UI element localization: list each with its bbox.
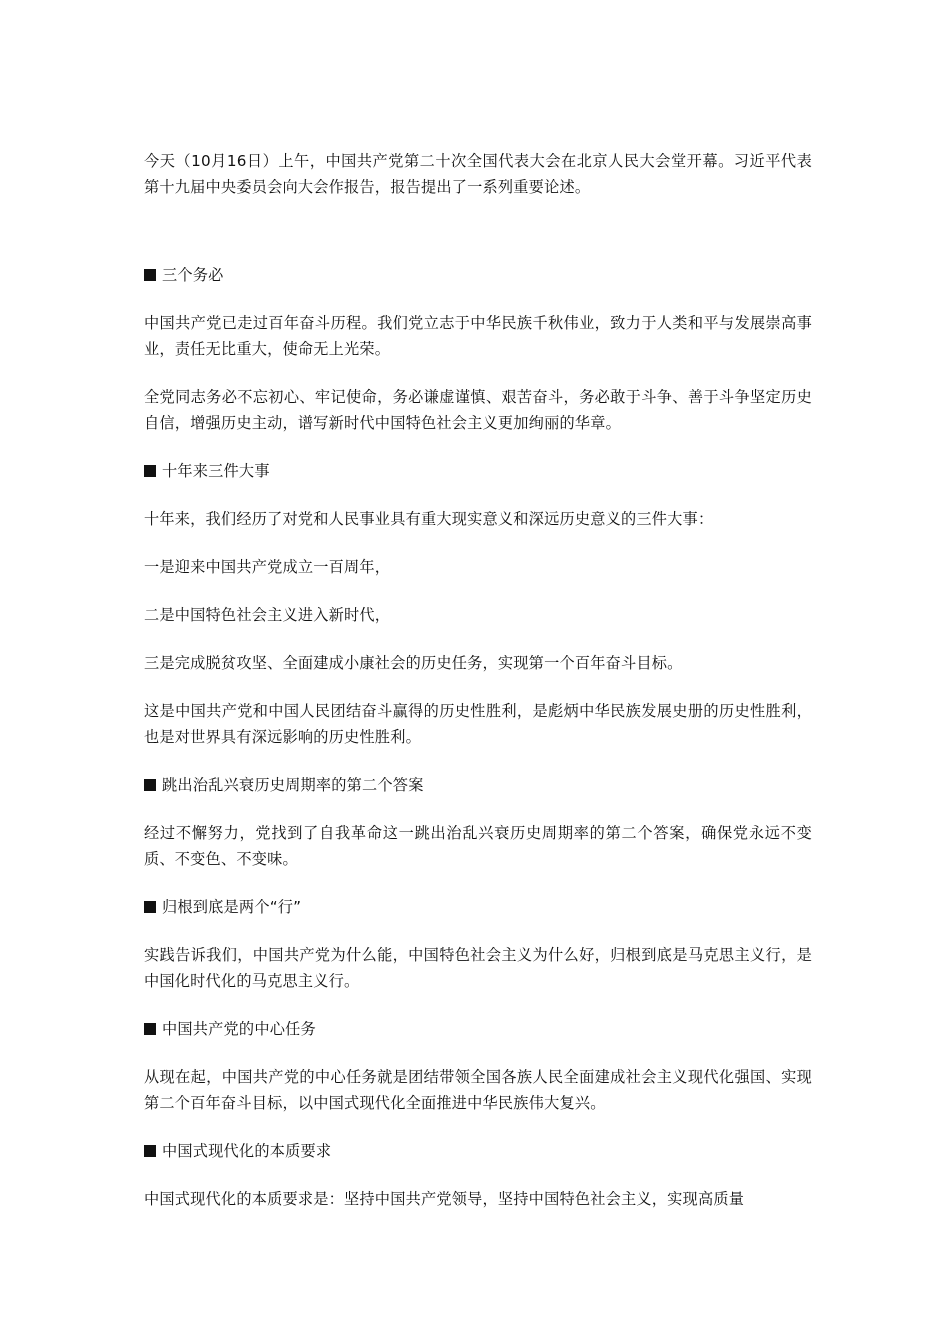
section-heading-3 (144, 772, 812, 798)
section-1-paragraph-2: 全党同志务必不忘初心、牢记使命，务必谦虚谨慎、艰苦奋斗，务必敢于斗争、善于斗争坚定历史自信，增强历史主动，谱写新时代中国特色社会主义更加绚丽的华章。 (144, 388, 812, 432)
section-heading-5 (144, 1016, 812, 1042)
intro-paragraph: 今天（10月16日）上午，中国共产党第二十次全国代表大会在北京人民大会堂开幕。习近平代表第十九届中央委员会向大会作报告，报告提出了一系列重要论述。 (144, 152, 812, 196)
section-heading-4 (144, 894, 812, 920)
spacer (144, 200, 812, 262)
square-bullet-icon (144, 465, 156, 477)
section-2-paragraph-5: 这是中国共产党和中国人民团结奋斗赢得的历史性胜利，是彪炳中华民族发展史册的历史性胜利，也是对世界具有深远影响的历史性胜利。 (144, 702, 812, 746)
section-4-paragraph-1: 实践告诉我们，中国共产党为什么能，中国特色社会主义为什么好，归根到底是马克思主义行，是中国化时代化的马克思主义行。 (144, 946, 812, 990)
section-heading-text: 十年来三件大事 (162, 462, 270, 480)
spacer (144, 994, 812, 1016)
square-bullet-icon (144, 901, 156, 913)
spacer (144, 798, 812, 820)
section-heading-2 (144, 458, 812, 484)
section-3-paragraph-1: 经过不懈努力，党找到了自我革命这一跳出治乱兴衰历史周期率的第二个答案，确保党永远不变质、不变色、不变味。 (144, 824, 812, 868)
spacer (144, 288, 812, 310)
section-2-paragraph-4: 三是完成脱贫攻坚、全面建成小康社会的历史任务，实现第一个百年奋斗目标。 (144, 654, 683, 672)
spacer (144, 1116, 812, 1138)
spacer (144, 628, 812, 650)
section-heading-1 (144, 262, 812, 288)
section-6-paragraph-1: 中国式现代化的本质要求是：坚持中国共产党领导，坚持中国特色社会主义，实现高质量 (144, 1190, 745, 1208)
square-bullet-icon (144, 779, 156, 791)
document-body (144, 148, 812, 1212)
square-bullet-icon (144, 269, 156, 281)
section-1-paragraph-1: 中国共产党已走过百年奋斗历程。我们党立志于中华民族千秋伟业，致力于人类和平与发展崇高事业，责任无比重大，使命无上光荣。 (144, 314, 812, 358)
spacer (144, 1164, 812, 1186)
spacer (144, 750, 812, 772)
spacer (144, 362, 812, 384)
section-2-paragraph-2: 一是迎来中国共产党成立一百周年， (144, 558, 391, 576)
section-heading-text: 三个务必 (162, 266, 224, 284)
square-bullet-icon (144, 1023, 156, 1035)
section-heading-text: 中国式现代化的本质要求 (162, 1142, 332, 1160)
spacer (144, 1042, 812, 1064)
spacer (144, 676, 812, 698)
section-5-paragraph-1: 从现在起，中国共产党的中心任务就是团结带领全国各族人民全面建成社会主义现代化强国、实现第二个百年奋斗目标，以中国式现代化全面推进中华民族伟大复兴。 (144, 1068, 812, 1112)
section-heading-text: 归根到底是两个“行” (162, 898, 302, 916)
spacer (144, 872, 812, 894)
section-heading-text: 跳出治乱兴衰历史周期率的第二个答案 (162, 776, 424, 794)
spacer (144, 532, 812, 554)
section-2-paragraph-3: 二是中国特色社会主义进入新时代， (144, 606, 391, 624)
section-2-paragraph-1: 十年来，我们经历了对党和人民事业具有重大现实意义和深远历史意义的三件大事： (144, 510, 714, 528)
spacer (144, 920, 812, 942)
spacer (144, 484, 812, 506)
section-heading-text: 中国共产党的中心任务 (162, 1020, 316, 1038)
section-heading-6 (144, 1138, 812, 1164)
spacer (144, 580, 812, 602)
square-bullet-icon (144, 1145, 156, 1157)
spacer (144, 436, 812, 458)
